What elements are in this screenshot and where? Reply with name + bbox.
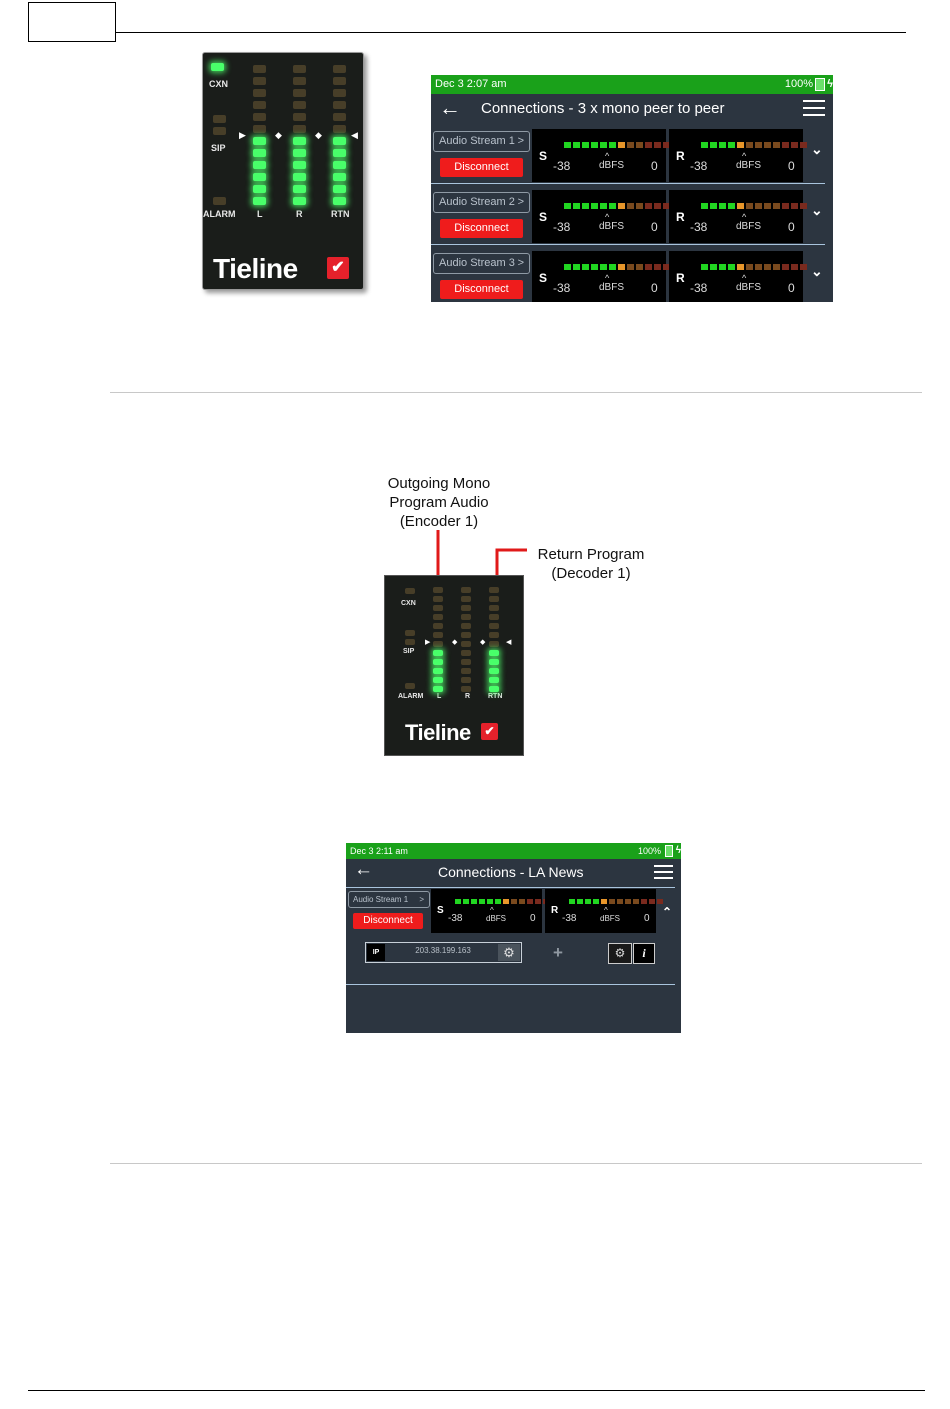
return-channel-label: R (676, 149, 685, 163)
title-bar (346, 859, 681, 885)
info-icon[interactable]: i (633, 943, 655, 964)
meter-min-label: -38 (553, 220, 571, 234)
meter-segment (487, 899, 493, 904)
meter-segment (601, 899, 607, 904)
send-meter (431, 889, 542, 933)
meter-min-label: -38 (448, 913, 463, 924)
add-icon[interactable]: + (553, 943, 563, 962)
alarm-label: ALARM (398, 693, 424, 700)
rtn-meter-led (489, 686, 499, 692)
caret-icon: ^ (605, 151, 610, 161)
stream-name: Audio Stream 1 (439, 135, 515, 147)
chevron-right-icon: > (517, 135, 524, 147)
l-meter-led (433, 668, 443, 674)
level-marker-icon: ▶ (425, 639, 431, 646)
rtn-label: RTN (331, 209, 350, 219)
r-meter-led (461, 659, 471, 665)
rtn-meter-led (489, 596, 499, 602)
alarm-led (405, 683, 415, 689)
rtn-meter-led (489, 605, 499, 611)
r-meter-led (461, 605, 471, 611)
l-meter-led (433, 650, 443, 656)
annotation-arrows (0, 0, 950, 620)
section-divider (110, 1163, 922, 1164)
meter-segment (479, 899, 485, 904)
row-divider (346, 984, 675, 985)
meter-unit-label: dBFS (599, 221, 625, 232)
device-screen (346, 843, 681, 1033)
ip-address-field[interactable]: 203.38.199.163 (415, 946, 471, 955)
meter-min-label: -38 (690, 281, 708, 295)
caret-icon: ^ (742, 151, 747, 161)
meter-unit-label: dBFS (599, 282, 625, 293)
brand-logo: Tieline (405, 720, 471, 745)
l-meter-led (433, 677, 443, 683)
r-meter-led (461, 596, 471, 602)
expand-icon[interactable]: ⌄ (811, 202, 823, 218)
disconnect-button[interactable]: Disconnect (440, 280, 523, 299)
page-title: Connections - 3 x mono peer to peer (481, 100, 725, 117)
charging-icon: ϟ (827, 78, 833, 90)
level-marker-icon: ◆ (315, 130, 322, 140)
meter-max-label: 0 (788, 159, 795, 173)
l-label: L (437, 693, 442, 700)
stream-name: Audio Stream 1 (353, 895, 409, 904)
meter-segment (633, 899, 639, 904)
level-marker-icon: ◀ (506, 639, 512, 646)
status-time: Dec 3 2:11 am (350, 846, 408, 856)
r-meter-led (461, 650, 471, 656)
meter-min-label: -38 (690, 159, 708, 173)
r-meter-led (461, 587, 471, 593)
rtn-meter-led (489, 659, 499, 665)
rtn-meter-led (489, 614, 499, 620)
alarm-label: ALARM (203, 209, 236, 219)
send-channel-label: S (539, 271, 548, 285)
rtn-meter-led (489, 632, 499, 638)
l-meter-led (433, 605, 443, 611)
back-arrow-icon[interactable]: ← (354, 859, 373, 880)
status-time: Dec 3 2:07 am (435, 78, 507, 90)
r-meter-led (461, 677, 471, 683)
page-title: Connections - LA News (438, 864, 584, 880)
meter-segment (463, 899, 469, 904)
cxn-label: CXN (401, 600, 416, 607)
chevron-right-icon: > (517, 257, 524, 269)
level-marker-icon: ▶ (239, 130, 246, 140)
annotation-line: (Encoder 1) (399, 513, 479, 530)
r-meter-led (461, 623, 471, 629)
stream-name: Audio Stream 3 (439, 257, 515, 269)
connection-settings-icon[interactable]: ⚙ (608, 943, 632, 964)
l-meter-led (433, 686, 443, 692)
rtn-meter-led (489, 668, 499, 674)
r-meter-led (461, 641, 471, 647)
battery-percent: 100% (637, 846, 661, 856)
meter-max-label: 0 (651, 159, 658, 173)
brand-logo: Tieline (213, 253, 298, 284)
meter-segment (455, 899, 461, 904)
row-divider (346, 887, 675, 888)
level-marker-icon: ◆ (480, 639, 486, 646)
annotation-line: (Decoder 1) (551, 565, 631, 582)
r-meter-led (461, 668, 471, 674)
meter-segment (495, 899, 501, 904)
sip-label: SIP (211, 143, 226, 153)
return-meter (545, 889, 656, 933)
check-logo-icon: ✔ (327, 257, 349, 279)
r-meter-led (461, 632, 471, 638)
l-meter-led (433, 659, 443, 665)
send-channel-label: S (437, 905, 444, 916)
meter-segment (593, 899, 599, 904)
meter-segment (527, 899, 533, 904)
meter-segment (503, 899, 509, 904)
hardware-led-panel (384, 575, 524, 756)
r-meter-led (461, 614, 471, 620)
l-meter-led (433, 632, 443, 638)
battery-percent: 100% (784, 78, 813, 90)
send-channel-label: S (539, 149, 548, 163)
meter-unit-label: dBFS (600, 914, 621, 923)
meter-unit-label: dBFS (599, 160, 625, 171)
annotation-line: Outgoing Mono (387, 475, 491, 492)
sip-led (405, 630, 415, 636)
meter-max-label: 0 (788, 220, 795, 234)
meter-max-label: 0 (788, 281, 795, 295)
sip-label: SIP (403, 648, 415, 655)
status-bar (346, 843, 681, 859)
sip-led (405, 639, 415, 645)
rtn-meter-led (489, 641, 499, 647)
meter-segment (649, 899, 655, 904)
check-logo-icon: ✔ (481, 723, 498, 740)
rtn-meter-led (489, 587, 499, 593)
meter-segment (609, 899, 615, 904)
back-arrow-icon[interactable]: ← (439, 95, 461, 120)
footer-rule (28, 1390, 925, 1391)
disconnect-button[interactable]: Disconnect (353, 913, 423, 929)
hamburger-menu-icon[interactable] (654, 865, 673, 879)
meter-segment (535, 899, 541, 904)
chevron-right-icon: > (517, 196, 524, 208)
caret-icon: ^ (742, 273, 747, 283)
ip-settings-gear-icon[interactable]: ⚙ (498, 944, 520, 961)
cxn-led (405, 588, 415, 594)
stream-name: Audio Stream 2 (439, 196, 515, 208)
l-meter-led (433, 623, 443, 629)
cxn-label: CXN (209, 79, 229, 89)
meter-min-label: -38 (553, 159, 571, 173)
caret-icon: ^ (490, 906, 494, 915)
audio-stream-button[interactable] (348, 891, 430, 908)
meter-max-label: 0 (644, 913, 650, 924)
meter-unit-label: dBFS (486, 914, 507, 923)
rtn-meter-led (489, 623, 499, 629)
annotation-line: Program Audio (389, 494, 489, 511)
battery-icon (665, 845, 673, 857)
return-channel-label: R (676, 210, 685, 224)
meter-unit-label: dBFS (736, 282, 762, 293)
disconnect-button[interactable]: Disconnect (440, 219, 523, 238)
meter-segment (625, 899, 631, 904)
expand-icon[interactable]: ⌄ (811, 263, 823, 279)
caret-icon: ^ (604, 906, 608, 915)
meter-unit-label: dBFS (736, 160, 762, 171)
l-meter-led (433, 596, 443, 602)
return-channel-label: R (551, 905, 559, 916)
rtn-label: RTN (488, 693, 503, 700)
meter-segment (641, 899, 647, 904)
meter-segment (519, 899, 525, 904)
r-label: R (296, 209, 303, 219)
l-meter-led (433, 641, 443, 647)
return-channel-label: R (676, 271, 685, 285)
l-meter-led (433, 614, 443, 620)
collapse-icon[interactable]: ⌃ (662, 905, 673, 919)
meter-min-label: -38 (562, 913, 577, 924)
meter-max-label: 0 (530, 913, 536, 924)
send-channel-label: S (539, 210, 548, 224)
meter-min-label: -38 (553, 281, 571, 295)
level-marker-icon: ◀ (351, 130, 358, 140)
level-marker-icon: ◆ (452, 639, 458, 646)
caret-icon: ^ (742, 212, 747, 222)
meter-segment (585, 899, 591, 904)
meter-segment (569, 899, 575, 904)
r-label: R (465, 693, 471, 700)
rtn-meter-led (489, 677, 499, 683)
meter-segment (617, 899, 623, 904)
meter-max-label: 0 (651, 281, 658, 295)
meter-segment (577, 899, 583, 904)
meter-unit-label: dBFS (736, 221, 762, 232)
disconnect-button[interactable]: Disconnect (440, 158, 523, 177)
charging-icon: ϟ (675, 845, 681, 856)
chevron-right-icon: > (419, 895, 424, 904)
meter-min-label: -38 (690, 220, 708, 234)
l-label: L (257, 209, 263, 219)
meter-max-label: 0 (651, 220, 658, 234)
meter-segment (471, 899, 477, 904)
rtn-meter-led (489, 650, 499, 656)
annotation-line: Return Program (537, 546, 645, 563)
l-meter-led (433, 587, 443, 593)
caret-icon: ^ (605, 212, 610, 222)
caret-icon: ^ (605, 273, 610, 283)
meter-segment (657, 899, 663, 904)
r-meter-led (461, 686, 471, 692)
meter-segment (511, 899, 517, 904)
expand-icon[interactable]: ⌄ (811, 141, 823, 157)
ip-row (365, 942, 522, 963)
level-marker-icon: ◆ (275, 130, 282, 140)
ip-tag: IP (367, 944, 385, 961)
